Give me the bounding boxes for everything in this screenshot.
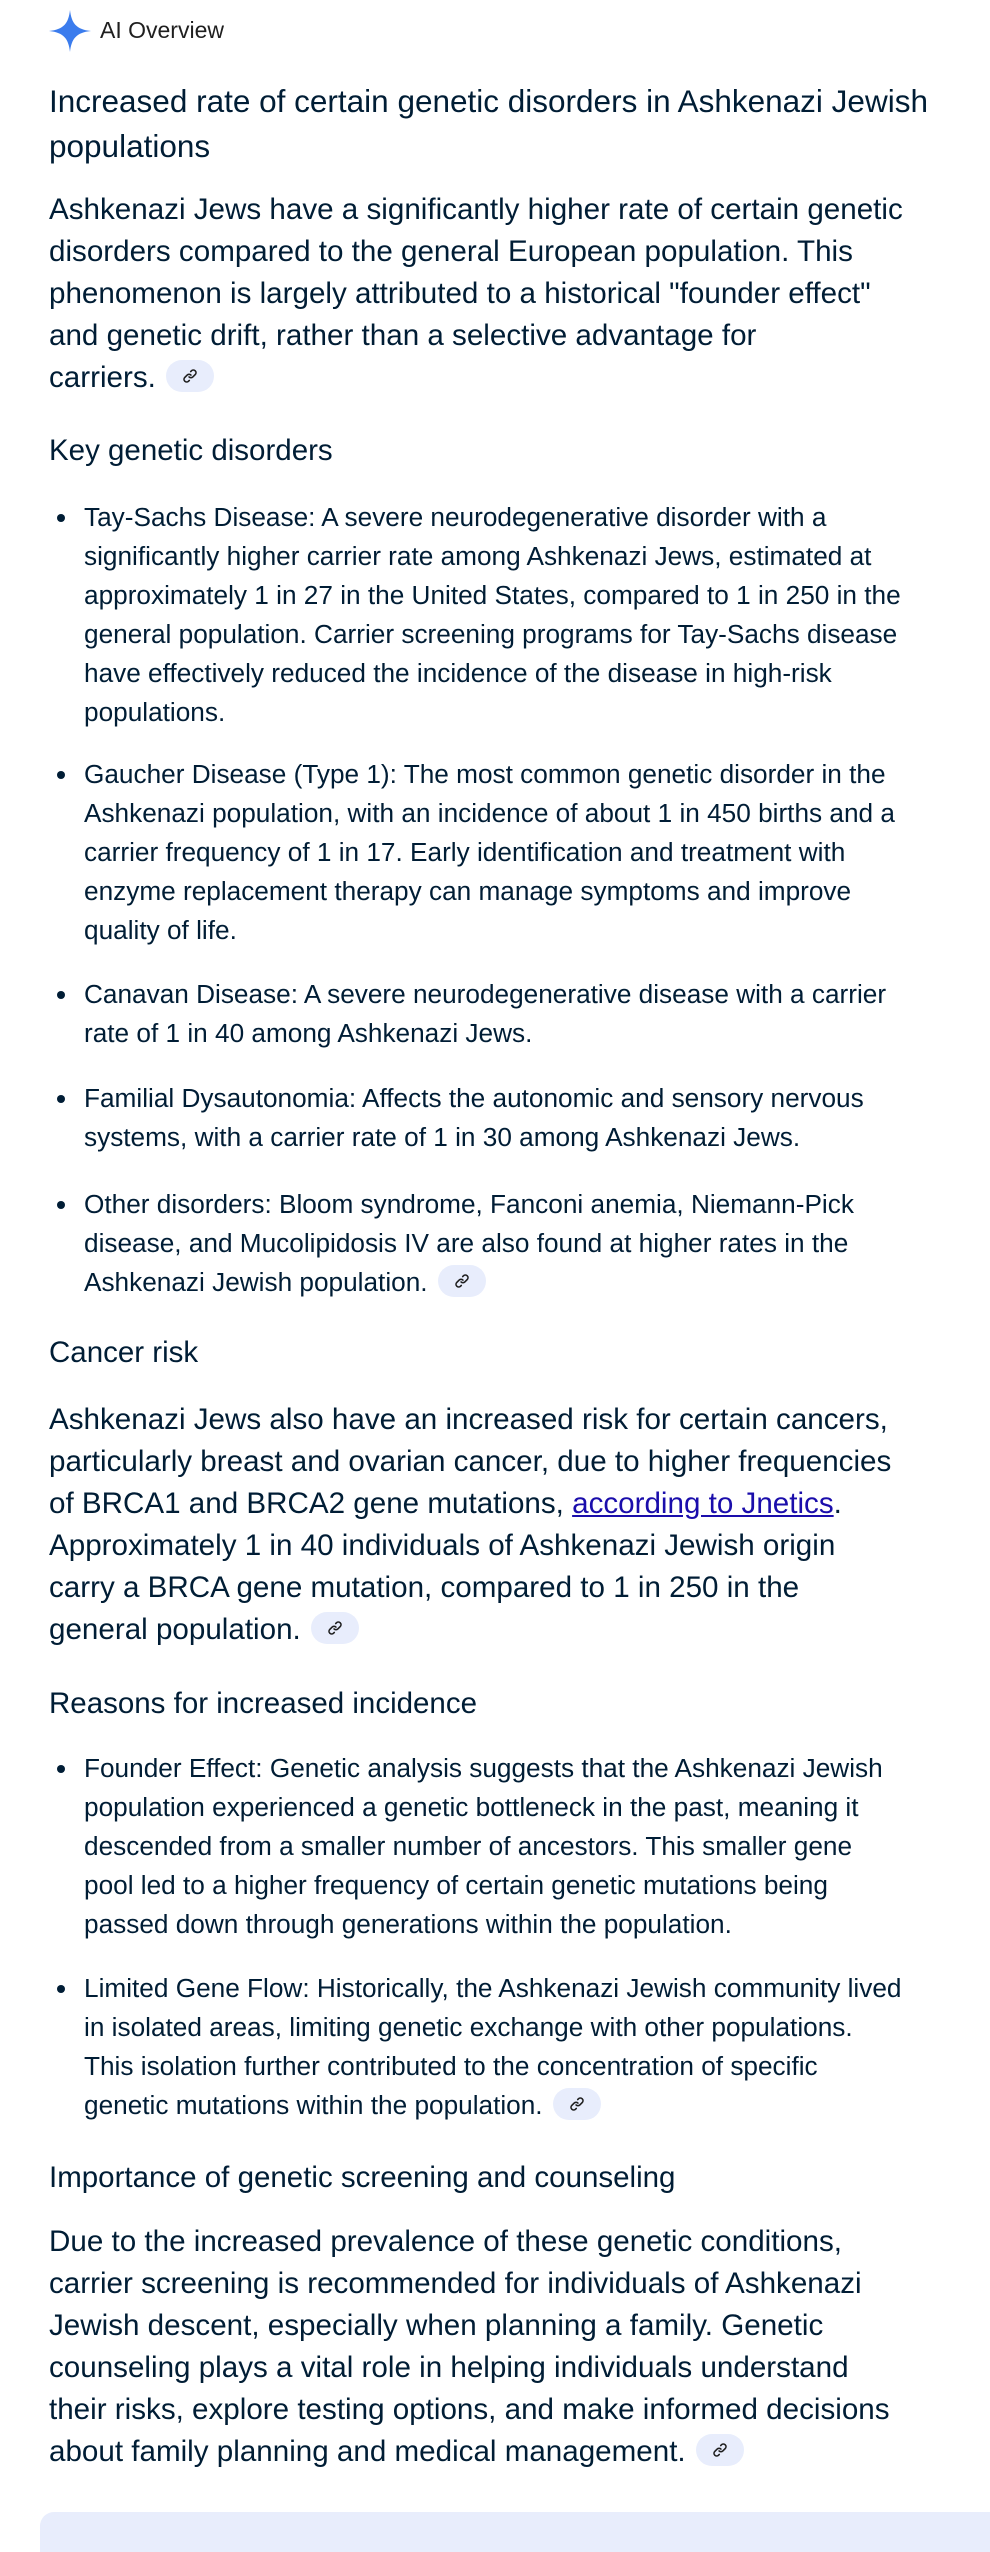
sparkle-icon: [48, 9, 92, 53]
section-heading-reasons: Reasons for increased incidence: [49, 1687, 477, 1720]
text-line: enzyme replacement therapy can manage symptoms and improve: [84, 876, 852, 906]
text-line: Gaucher Disease (Type 1): The most common genetic disorder in the: [84, 759, 886, 789]
text-segment: about family planning and medical management.: [49, 2435, 686, 2468]
cancer-paragraph: [49, 1399, 891, 1651]
list-item-familial-dysautonomia: [84, 1079, 864, 1157]
jnetics-source-link[interactable]: according to Jnetics: [572, 1487, 834, 1520]
text-line: Approximately 1 in 40 individuals of Ashkenazi Jewish origin: [49, 1529, 836, 1562]
text-line: [49, 2431, 890, 2473]
link-icon: [454, 1273, 470, 1289]
citation-chip[interactable]: [438, 1265, 486, 1297]
text-segment: genetic mutations within the population.: [84, 2090, 543, 2120]
importance-paragraph: [49, 2221, 890, 2473]
list-item-founder-effect: [84, 1749, 883, 1944]
list-item-canavan: [84, 975, 886, 1053]
text-line: their risks, explore testing options, and make informed decisions: [49, 2393, 890, 2426]
text-line: carry a BRCA gene mutation, compared to 1 in 250 in the: [49, 1571, 800, 1604]
list-item-gaucher: [84, 755, 895, 950]
text-segment: general population.: [49, 1613, 301, 1646]
sources-panel: [40, 2512, 990, 2552]
text-line: Canavan Disease: A severe neurodegenerative disease with a carrier: [84, 979, 887, 1009]
list-item-tay-sachs: [84, 498, 901, 732]
text-line: carrier frequency of 1 in 17. Early identification and treatment with: [84, 837, 846, 867]
section-heading-key-disorders: Key genetic disorders: [49, 434, 333, 467]
text-line: disease, and Mucolipidosis IV are also found at higher rates in the: [84, 1228, 849, 1258]
text-line: [84, 1263, 854, 1302]
citation-chip[interactable]: [166, 360, 214, 392]
text-line: Limited Gene Flow: Historically, the Ashkenazi Jewish community lived: [84, 1973, 902, 2003]
text-line: Familial Dysautonomia: Affects the autonomic and sensory nervous: [84, 1083, 864, 1113]
bullet-icon: [57, 1985, 65, 1993]
text-segment: of BRCA1 and BRCA2 gene mutations,: [49, 1487, 573, 1520]
text-line: descended from a smaller number of ancestors. This smaller gene: [84, 1831, 853, 1861]
text-segment: Ashkenazi Jewish population.: [84, 1267, 428, 1297]
link-icon: [182, 368, 198, 384]
citation-chip[interactable]: [696, 2434, 744, 2466]
section-heading-importance: Importance of genetic screening and counseling: [49, 2161, 676, 2194]
link-icon: [569, 2096, 585, 2112]
text-line: [49, 1609, 891, 1651]
text-line: carrier screening is recommended for individuals of Ashkenazi: [49, 2267, 862, 2300]
intro-paragraph: [49, 189, 903, 399]
list-item-limited-gene-flow: [84, 1969, 901, 2125]
bullet-icon: [57, 1201, 65, 1209]
text-line: significantly higher carrier rate among Ashkenazi Jews, estimated at: [84, 541, 872, 571]
text-line: [49, 1483, 891, 1525]
citation-chip[interactable]: [311, 1612, 359, 1644]
bullet-icon: [57, 1765, 65, 1773]
text-line: passed down through generations within the population.: [84, 1909, 732, 1939]
text-line: in isolated areas, limiting genetic exchange with other populations.: [84, 2012, 853, 2042]
text-line: pool led to a higher frequency of certain genetic mutations being: [84, 1870, 828, 1900]
text-line: [84, 2086, 901, 2125]
text-line: systems, with a carrier rate of 1 in 30 among Ashkenazi Jews.: [84, 1122, 801, 1152]
link-icon: [327, 1620, 343, 1636]
bullet-icon: [57, 514, 65, 522]
text-line: general population. Carrier screening programs for Tay-Sachs disease: [84, 619, 898, 649]
bullet-icon: [57, 771, 65, 779]
title-line: populations: [49, 128, 211, 164]
text-line: phenomenon is largely attributed to a historical "founder effect": [49, 277, 871, 310]
text-line: particularly breast and ovarian cancer, due to higher frequencies: [49, 1445, 892, 1478]
list-item-other-disorders: [84, 1185, 854, 1302]
text-line: approximately 1 in 27 in the United States, compared to 1 in 250 in the: [84, 580, 901, 610]
text-line: disorders compared to the general European population. This: [49, 235, 853, 268]
text-line: Ashkenazi Jews also have an increased risk for certain cancers,: [49, 1403, 888, 1436]
citation-chip[interactable]: [553, 2088, 601, 2120]
text-line: This isolation further contributed to the concentration of specific: [84, 2051, 818, 2081]
text-line: populations.: [84, 697, 226, 727]
text-line: [49, 357, 903, 399]
text-line: Ashkenazi Jews have a significantly higher rate of certain genetic: [49, 193, 903, 226]
text-line: and genetic drift, rather than a selective advantage for: [49, 319, 757, 352]
link-icon: [712, 2442, 728, 2458]
text-line: Tay-Sachs Disease: A severe neurodegenerative disorder with a: [84, 502, 827, 532]
section-heading-cancer-risk: Cancer risk: [49, 1336, 199, 1369]
text-line: quality of life.: [84, 915, 237, 945]
ai-overview-label: AI Overview: [100, 17, 224, 43]
text-segment: carriers.: [49, 361, 156, 394]
text-line: Ashkenazi population, with an incidence of about 1 in 450 births and a: [84, 798, 895, 828]
title-line: Increased rate of certain genetic disorders in Ashkenazi Jewish: [49, 83, 928, 119]
text-line: population experienced a genetic bottleneck in the past, meaning it: [84, 1792, 859, 1822]
bullet-icon: [57, 991, 65, 999]
text-line: Due to the increased prevalence of these genetic conditions,: [49, 2225, 842, 2258]
text-line: rate of 1 in 40 among Ashkenazi Jews.: [84, 1018, 533, 1048]
text-line: have effectively reduced the incidence of the disease in high-risk: [84, 658, 832, 688]
text-line: counseling plays a vital role in helping individuals understand: [49, 2351, 849, 2384]
text-line: Other disorders: Bloom syndrome, Fanconi anemia, Niemann-Pick: [84, 1189, 854, 1219]
overview-title: [49, 79, 928, 169]
text-line: Jewish descent, especially when planning a family. Genetic: [49, 2309, 824, 2342]
bullet-icon: [57, 1095, 65, 1103]
text-line: Founder Effect: Genetic analysis suggests that the Ashkenazi Jewish: [84, 1753, 883, 1783]
text-segment: .: [833, 1487, 842, 1520]
